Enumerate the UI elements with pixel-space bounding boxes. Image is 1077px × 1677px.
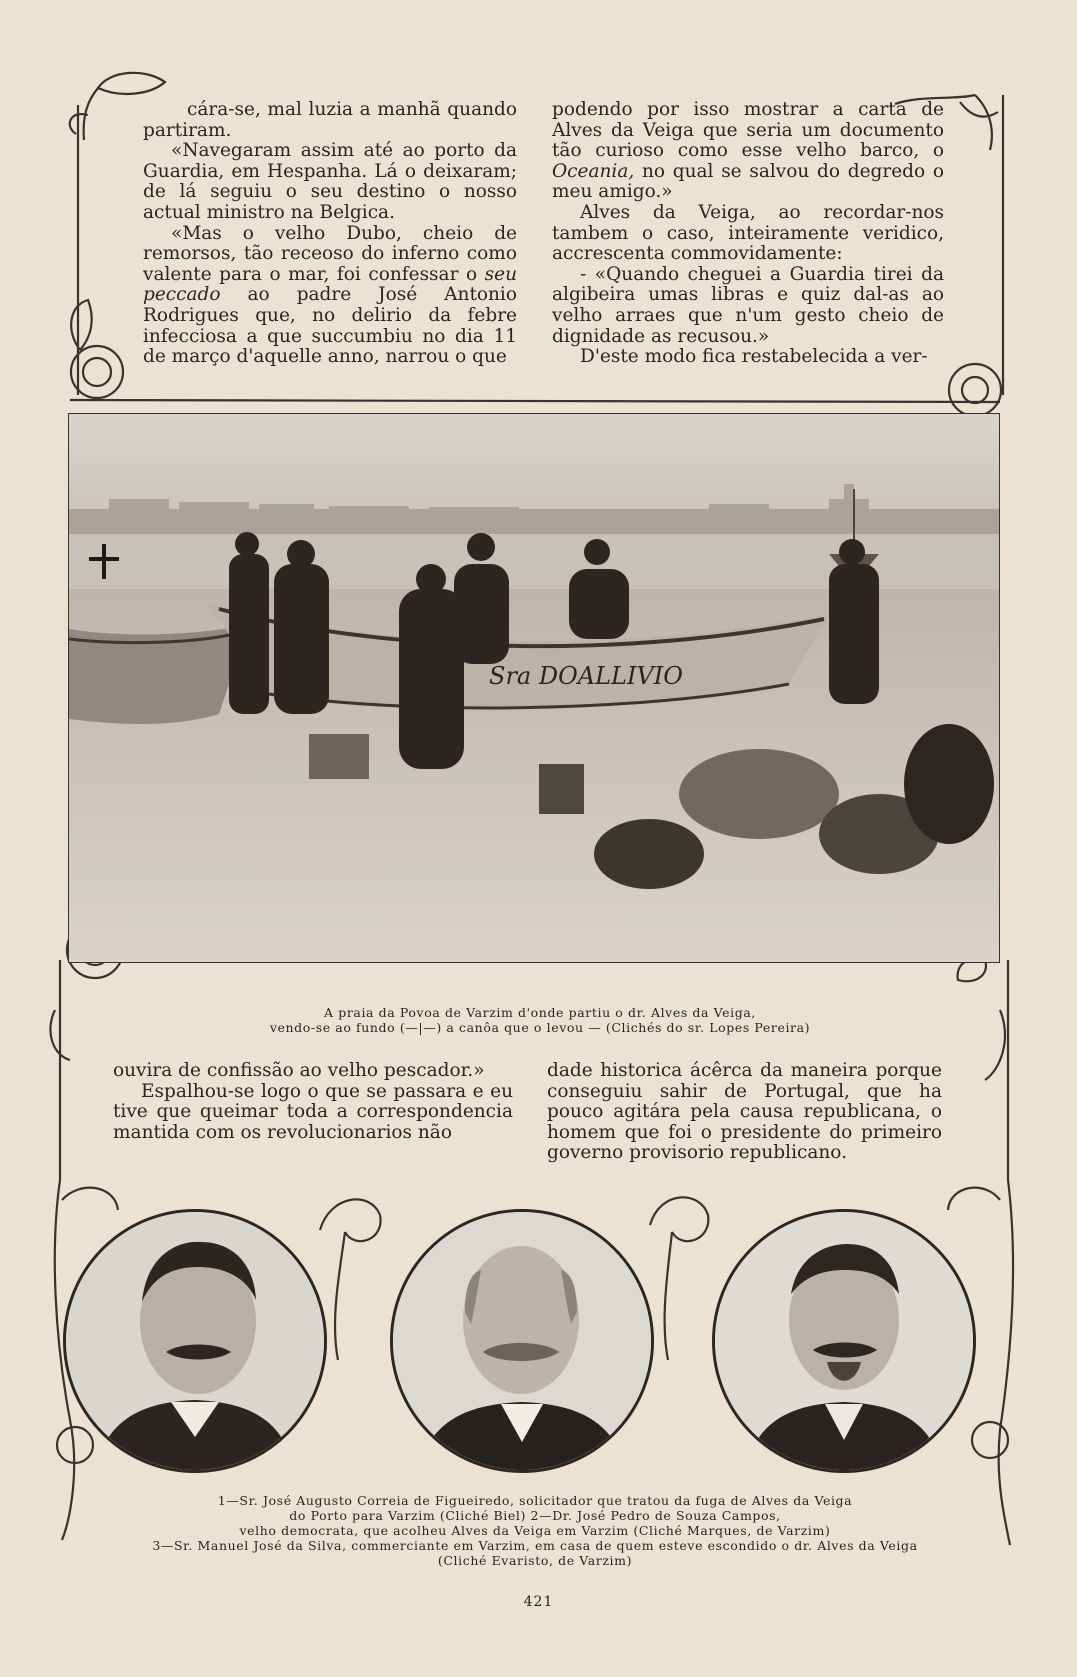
paragraph [143, 224, 517, 368]
beach-photo-caption [150, 1005, 930, 1035]
text-run: no qual se salvou do degredo o meu amigo.» [552, 160, 944, 203]
text-column-bottom-right [547, 1061, 942, 1164]
beach-scene-illustration [69, 414, 999, 962]
paragraph [552, 100, 944, 203]
caption-line: (Cliché Evaristo, de Varzim) [437, 1553, 633, 1568]
portrait-figueiredo [63, 1209, 327, 1473]
text-column-top-right [552, 100, 944, 368]
caption-line: velho democrata, que acolheu Alves da Veiga em Varzim (Cliché Marques, de Varzim) [239, 1523, 831, 1538]
caption-line: 1—Sr. José Augusto Correia de Figueiredo, solicitador que tratou da fuga de Alves da Veiga [217, 1493, 853, 1508]
paragraph: - «Quando cheguei a Guardia tirei da algibeira umas libras e quiz dal-as ao velho arraes que n'um gesto cheio de dignidade as recusou.» [552, 263, 944, 347]
page-number: 421 [523, 1594, 554, 1610]
caption-line: A praia da Povoa de Varzim d'onde partiu o dr. Alves da Veiga, [324, 1005, 756, 1020]
paragraph: Espalhou-se logo o que se passara e eu tive que queimar toda a correspondencia mantida com os revolucionarios não [113, 1080, 513, 1143]
text-column-top-left [143, 100, 517, 368]
text-run: ao padre José Antonio Rodrigues que, no delirio da febre infecciosa a que succumbiu no dia 11 de março d'aquelle anno, narrou o que [143, 284, 517, 368]
italic-text: seu peccado [143, 263, 518, 306]
text-run: «Mas o velho Dubo, cheio de remorsos, tão receoso do inferno como valente para o mar, foi confessar o [143, 222, 517, 285]
paragraph: Alves da Veiga, ao recordar-nos tambem o caso, inteiramente veridico, accrescenta commovidamente: [552, 201, 944, 265]
caption-line: vendo-se ao fundo (—|—) a canôa que o levou — (Clichés do sr. Lopes Pereira) [269, 1020, 811, 1035]
paragraph: «Navegaram assim até ao porto da Guardia, em Hespanha. Lá o deixaram; de lá seguiu o seu destino o nosso actual ministro na Belgica. [143, 140, 517, 223]
caption-line: 3—Sr. Manuel José da Silva, commerciante em Varzim, em casa de quem esteve escondido o dr. Alves da Veiga [152, 1538, 918, 1553]
italic-text: Oceania, [552, 160, 635, 182]
portrait-silva [712, 1209, 976, 1473]
text-column-bottom-left [113, 1061, 513, 1143]
portraits-caption [60, 1493, 1010, 1568]
caption-line: do Porto para Varzim (Cliché Biel) 2—Dr. José Pedro de Souza Campos, [289, 1508, 781, 1523]
paragraph: D'este modo fica restabelecida a ver- [580, 346, 928, 368]
paragraph: dade historica ácêrca da maneira porque conseguiu sahir de Portugal, que ha pouco agitára pela causa republicana, o homem que foi o presidente do primeiro governo provisorio republicano. [547, 1060, 942, 1164]
portrait-illustration [715, 1212, 973, 1470]
beach-photograph [68, 413, 1000, 963]
boat-name-text: Sra DOALLIVIO [489, 662, 683, 690]
portrait-illustration [66, 1212, 324, 1470]
portrait-illustration [393, 1212, 651, 1470]
paragraph: ouvira de confissão ao velho pescador.» [113, 1060, 485, 1081]
portrait-souza-campos [390, 1209, 654, 1473]
paragraph: cára-se, mal luzia a manhã quando partiram. [143, 99, 517, 141]
text-run: podendo por isso mostrar a carta de Alves da Veiga que seria um documento tão curioso como esse velho barco, o [552, 99, 944, 162]
